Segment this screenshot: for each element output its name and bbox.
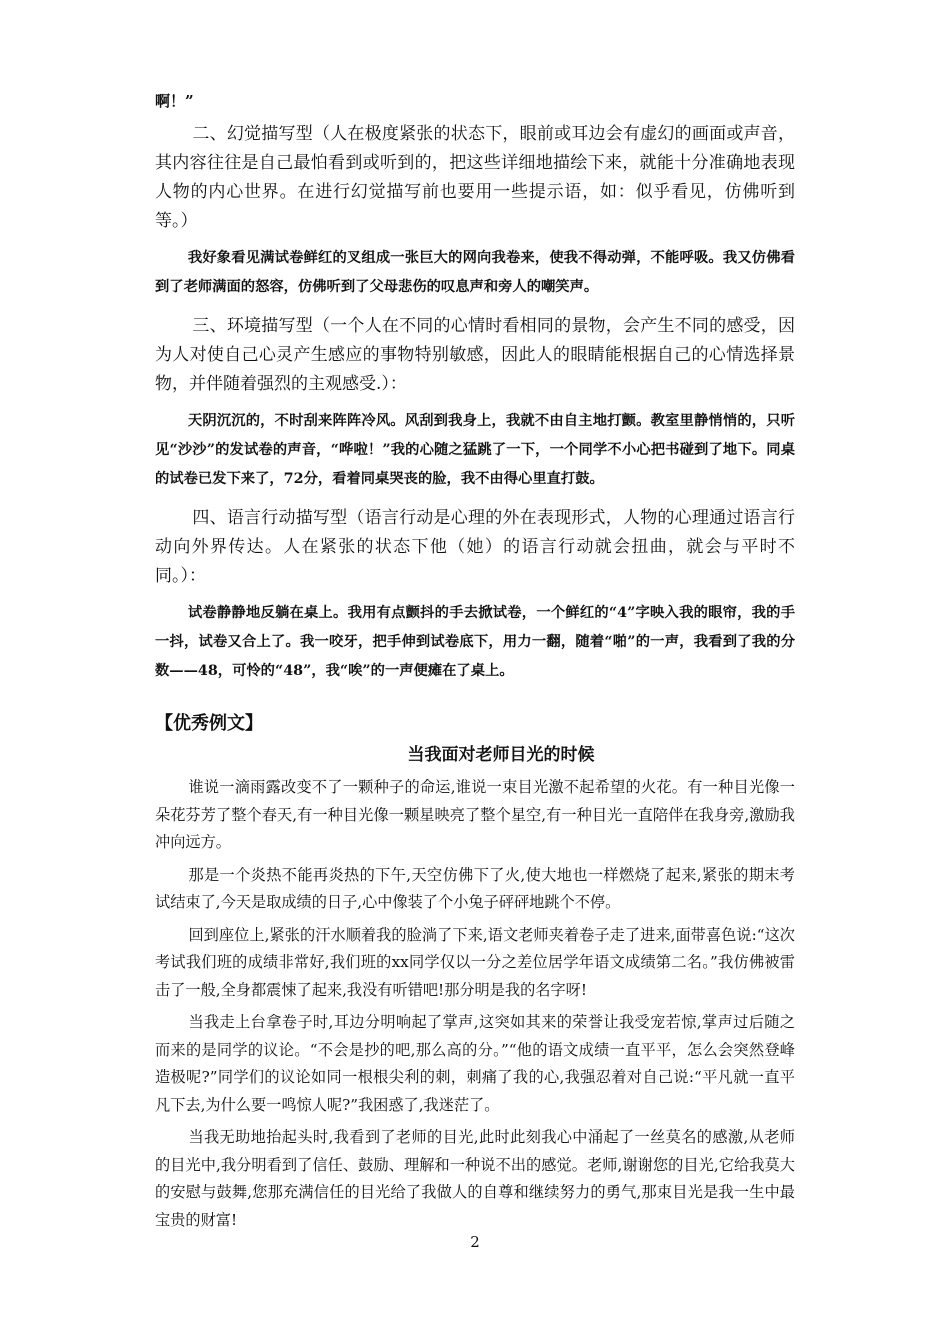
page-number: 2: [470, 1233, 480, 1251]
section-3-example: 天阴沉沉的，不时刮来阵阵冷风。风刮到我身上，我就不由自主地打颤。教室里静悄悄的，只听见“沙沙”的发试卷的声音，“哗啦！”我的心随之猛跳了一下，一个同学不小心把书碰到了地下。同桌的试卷已发下来了，72分，看着同桌哭丧的脸，我不由得心里直打鼓。: [155, 413, 795, 487]
section-2-description: 二、幻觉描写型（人在极度紧张的状态下，眼前或耳边会有虚幻的画面或声音，其内容往往是自己最怕看到或听到的，把这些详细地描绘下来，就能十分准确地表现人物的内心世界。在进行幻觉描写前也要用一些提示语，如：似乎看见，仿佛听到等。）: [155, 124, 795, 231]
page-content: [155, 88, 795, 1239]
essay-paragraph: 那是一个炎热不能再炎热的下午,天空仿佛下了火,使大地也一样燃烧了起来,紧张的期末考试结束了,今天是取成绩的日子,心中像装了个小兔子砰砰地跳个不停。: [155, 865, 795, 911]
section-4-example: 试卷静静地反躺在桌上。我用有点颤抖的手去掀试卷，一个鲜红的“4”字映入我的眼帘，我的手一抖，试卷又合上了。我一咬牙，把手伸到试卷底下，用力一翻，随着“啪”的一声，我看到了我的分数——48，可怜的“48”，我“唉”的一声便瘫在了桌上。: [155, 605, 795, 679]
section-2-example: 我好象看见满试卷鲜红的叉组成一张巨大的网向我卷来，使我不得动弹，不能呼吸。我又仿佛看到了老师满面的怒容，仿佛听到了父母悲伤的叹息声和旁人的嘲笑声。: [155, 250, 795, 295]
essay-paragraph: 当我走上台拿卷子时,耳边分明响起了掌声,这突如其来的荣誉让我受宠若惊,掌声过后随之而来的是同学的议论。“不会是抄的吧,那么高的分。”“他的语文成绩一直平平，怎么会突然登峰造极呢?”同学们的议论如同一根根尖利的刺，刺痛了我的心,我强忍着对自己说:“平凡就一直平凡下去,为什么要一鸣惊人呢?”我困惑了,我迷茫了。: [155, 1013, 795, 1114]
section-3-description: 三、环境描写型（一个人在不同的心情时看相同的景物，会产生不同的感受，因为人对使自己心灵产生感应的事物特别敏感，因此人的眼睛能根据自己的心情选择景物，并伴随着强烈的主观感受.）：: [155, 316, 795, 394]
essay-title: 当我面对老师目光的时候: [407, 745, 595, 765]
essay-paragraph: 谁说一滴雨露改变不了一颗种子的命运,谁说一束目光激不起希望的火花。有一种目光像一朵花芬芳了整个春天,有一种目光像一颗星映亮了整个星空,有一种目光一直陪伴在我身旁,激励我冲向远方。: [155, 778, 795, 851]
section-4-description: 四、语言行动描写型（语言行动是心理的外在表现形式，人物的心理通过语言行动向外界传达。人在紧张的状态下他（她）的语言行动就会扭曲，就会与平时不同。）：: [155, 508, 795, 586]
essay-paragraph: 回到座位上,紧张的汗水顺着我的脸淌了下来,语文老师夹着卷子走了进来,面带喜色说:“这次考试我们班的成绩非常好,我们班的xx同学仅以一分之差位居学年语文成绩第二名。”我仿佛被雷击了一般,全身都震悚了起来,我没有听错吧!那分明是我的名字呀!: [155, 925, 795, 999]
essay-paragraph: 当我无助地抬起头时,我看到了老师的目光,此时此刻我心中涌起了一丝莫名的感激,从老师的目光中,我分明看到了信任、鼓励、理解和一种说不出的感觉。老师,谢谢您的目光,它给我莫大的安慰与鼓舞,您那充满信任的目光给了我做人的自尊和继续努力的勇气,那束目光是我一生中最宝贵的财富!: [155, 1128, 795, 1229]
opening-fragment: 啊！”: [155, 92, 194, 110]
excellent-essay-heading: 【优秀例文】: [155, 713, 263, 734]
